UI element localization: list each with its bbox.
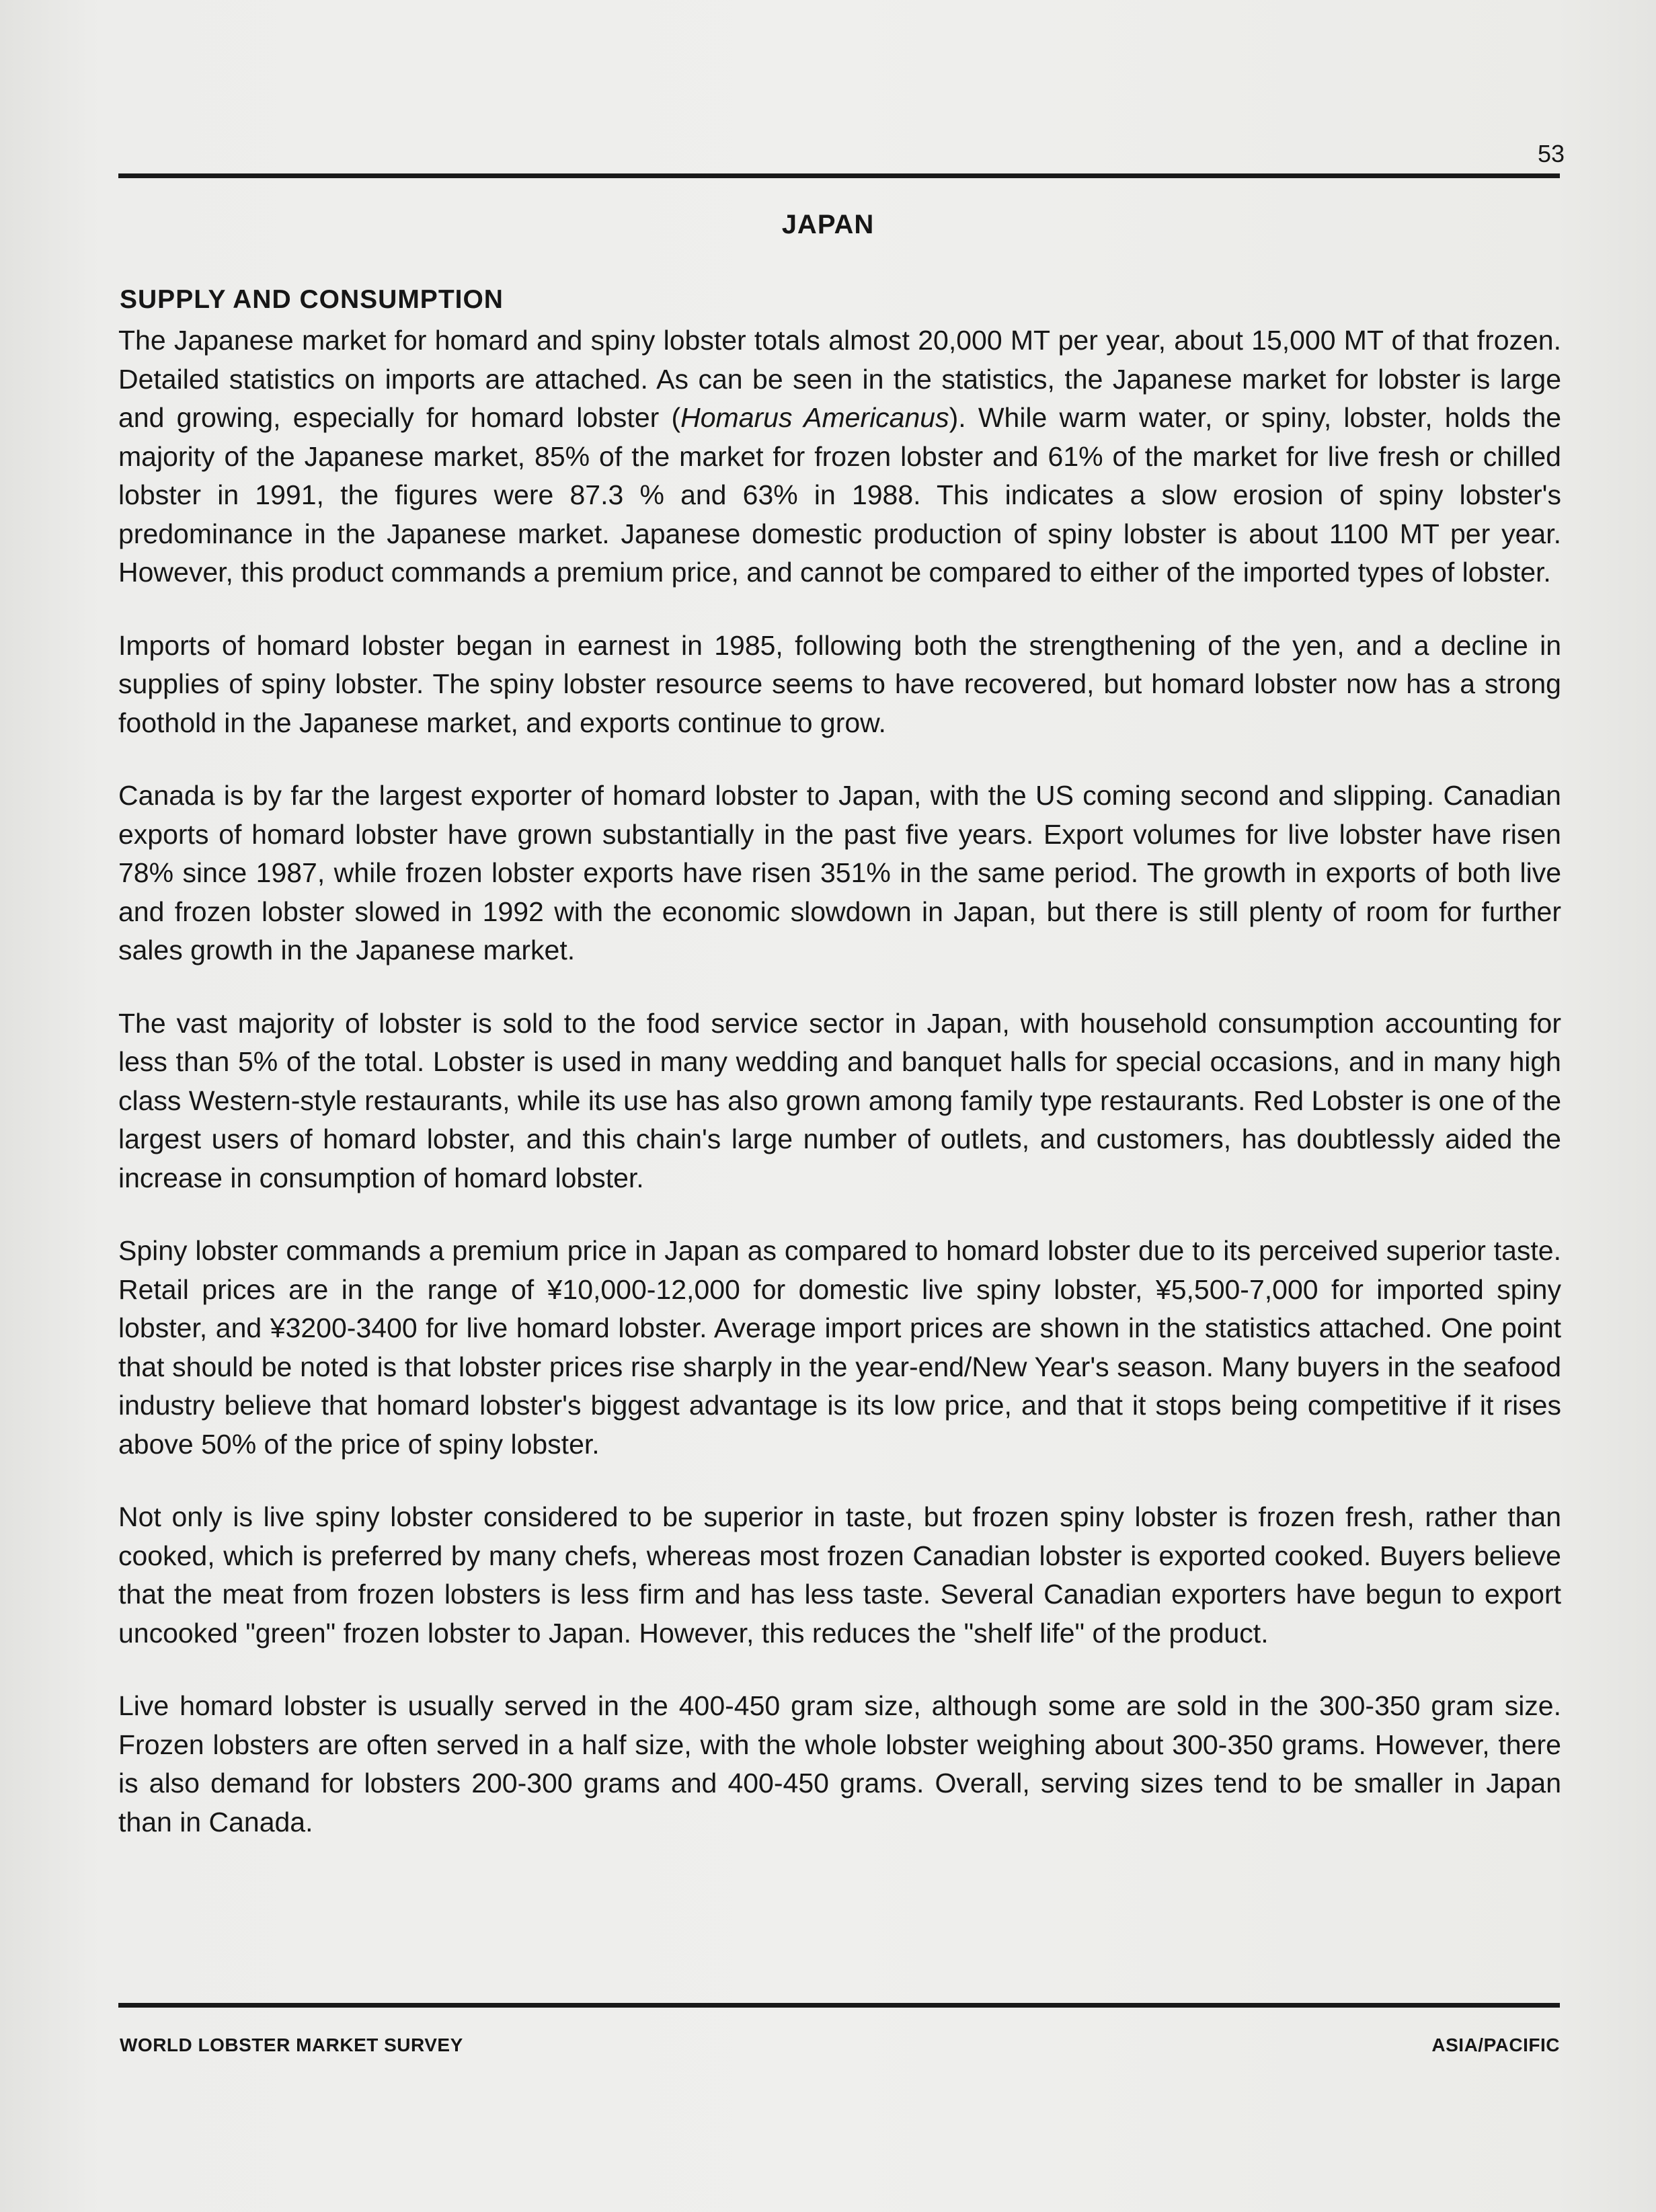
- country-heading: JAPAN: [781, 210, 875, 239]
- paragraph-5: Spiny lobster commands a premium price in Japan as compared to homard lobster due to its perceived superior taste. Retail prices are in the range of ¥10,000-12,000 for domestic live spiny lobster, ¥5,500-7,000 for imported spiny lobster, and ¥3200-3400 for live homard lobster. Average import prices are shown in the statistics attached. One point that should be noted is that lobster prices rise sharply in the year-end/New Year's season. Many buyers in the seafood industry believe that homard lobster's biggest advantage is its low price, and that it stops being competitive if it rises above 50% of the price of spiny lobster.: [118, 1235, 1561, 1460]
- footer-publication-title: WORLD LOBSTER MARKET SURVEY: [120, 2035, 463, 2055]
- paragraph-7: Live homard lobster is usually served in the 400-450 gram size, although some are sold in the 300-350 gram size. Frozen lobsters are often served in a half size, with the whole lobster weighing about 300-350 grams. However, there is also demand for lobsters 200-300 grams and 400-450 grams. Overall, serving sizes tend to be smaller in Japan than in Canada.: [118, 1690, 1561, 1838]
- paragraph-1: [118, 321, 1561, 592]
- species-name: Homarus Americanus: [680, 402, 949, 433]
- paragraph-3: Canada is by far the largest exporter of homard lobster to Japan, with the US coming second and slipping. Canadian exports of homard lobster have grown substantially in the past five years. Export volumes for live lobster have risen 78% since 1987, while frozen lobster exports have risen 351% in the same period. The growth in exports of both live and frozen lobster slowed in 1992 with the economic slowdown in Japan, but there is still plenty of room for further sales growth in the Japanese market.: [118, 780, 1561, 965]
- footer-region: ASIA/PACIFIC: [1431, 2035, 1560, 2055]
- paragraph-6: Not only is live spiny lobster considered to be superior in taste, but frozen spiny lobster is frozen fresh, rather than cooked, which is preferred by many chefs, whereas most frozen Canadian lobster is exported cooked. Buyers believe that the meat from frozen lobsters is less firm and has less taste. Several Canadian exporters have begun to export uncooked "green" frozen lobster to Japan. However, this reduces the "shelf life" of the product.: [118, 1501, 1561, 1649]
- paragraph-4: The vast majority of lobster is sold to the food service sector in Japan, with household consumption accounting for less than 5% of the total. Lobster is used in many wedding and banquet halls for special occasions, and in many high class Western-style restaurants, while its use has also grown among family type restaurants. Red Lobster is one of the largest users of homard lobster, and this chain's large number of outlets, and customers, has doubtlessly aided the increase in consumption of homard lobster.: [118, 1007, 1561, 1193]
- paragraph-1-text-b: ). While warm water, or spiny, lobster, holds the majority of the Japanese market, 85% of the market for frozen lobster and 61% of the market for live fresh or chilled lobster in 1991, the figures were 87.3 % and 63% in 1988. This indicates a slow erosion of spiny lobster's predominance in the Japanese market. Japanese domestic production of spiny lobster is about 1100 MT per year. However, this product commands a premium price, and cannot be compared to either of the imported types of lobster.: [118, 402, 1561, 588]
- page-number: 53: [1537, 140, 1565, 167]
- body-text: [118, 321, 1561, 1842]
- footer-rule: [118, 2003, 1560, 2008]
- header-rule: [118, 173, 1560, 178]
- section-title: SUPPLY AND CONSUMPTION: [120, 285, 504, 314]
- paragraph-1-text-a: The Japanese market for homard and spiny lobster totals almost 20,000 MT per year, about 15,000 MT of that frozen. Detailed statistics on imports are attached. As can be seen in the statistics, the Japanese market for lobster is large and growing, especially for homard lobster (: [118, 325, 1561, 433]
- paragraph-2: Imports of homard lobster began in earnest in 1985, following both the strengthening of the yen, and a decline in supplies of spiny lobster. The spiny lobster resource seems to have recovered, but homard lobster now has a strong foothold in the Japanese market, and exports continue to grow.: [118, 629, 1561, 738]
